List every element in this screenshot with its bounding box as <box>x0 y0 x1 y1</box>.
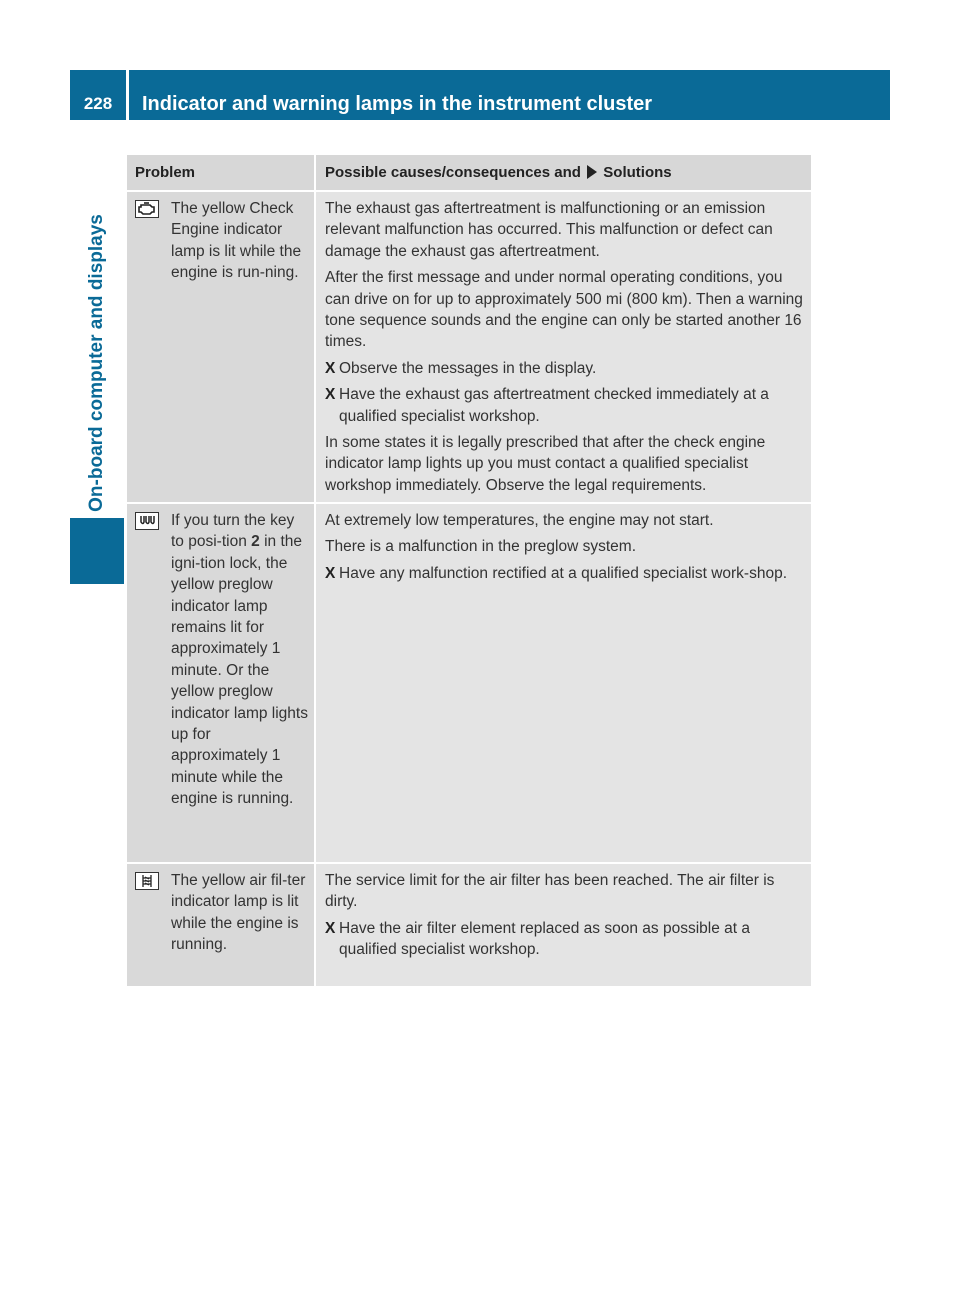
problem-text-end: in the igni-tion lock, the yellow preglow indicator lamp remains lit for approximately 1 minute. Or the yellow preglow indicator lamp lights up for approximately 1 minute while the engine is running. <box>171 533 308 808</box>
table-row <box>127 862 811 986</box>
problem-text: The yellow air fil-ter indicator lamp is lit while the engine is running. <box>171 872 306 954</box>
check-engine-icon <box>135 198 171 494</box>
side-tab-label: On-board computer and displays <box>86 214 107 512</box>
side-tab-marker <box>70 518 124 584</box>
table-row <box>127 502 811 862</box>
bullet-arrow-icon: X <box>325 919 336 937</box>
solution-item <box>325 563 805 584</box>
solution-text: Have any malfunction rectified at a qualified specialist work-shop. <box>339 564 788 582</box>
bullet-arrow-icon: X <box>325 359 336 377</box>
header-divider <box>126 70 129 120</box>
table-header <box>127 155 811 190</box>
solution-item <box>325 384 805 427</box>
page-header <box>70 70 890 120</box>
problem-cell <box>127 504 314 862</box>
problem-text-start: If you turn the key to posi-tion <box>171 512 295 551</box>
cause-paragraph: After the first message and under normal operating conditions, you can drive on for up to approximately 500 mi (800 km). Then a warning tone sequence sounds and the engine can only be started another 16 times. <box>325 269 803 351</box>
cause-paragraph: There is a malfunction in the preglow system. <box>325 538 636 556</box>
causes-cell <box>314 192 811 502</box>
solution-item <box>325 918 805 961</box>
lamp-table <box>127 155 811 986</box>
preglow-icon <box>135 510 171 854</box>
column-header-problem: Problem <box>135 164 196 181</box>
bullet-arrow-icon: X <box>325 386 336 404</box>
cause-paragraph: At extremely low temperatures, the engine may not start. <box>325 512 714 529</box>
cause-paragraph: The service limit for the air filter has been reached. The air filter is dirty. <box>325 872 775 911</box>
problem-cell <box>127 192 314 502</box>
solution-text: Observe the messages in the display. <box>339 359 597 377</box>
problem-text: The yellow Check Engine indicator lamp is lit while the engine is run-ning. <box>171 200 302 282</box>
causes-cell <box>314 864 811 986</box>
causes-cell <box>314 504 811 862</box>
problem-cell <box>127 864 314 986</box>
solution-text: Have the air filter element replaced as soon as possible at a qualified specialist workshop. <box>339 919 750 959</box>
air-filter-icon <box>135 870 171 978</box>
ignition-position: 2 <box>251 533 260 551</box>
arrow-icon <box>587 165 597 179</box>
bullet-arrow-icon: X <box>325 564 336 582</box>
page-title: Indicator and warning lamps in the instrument cluster <box>142 93 653 115</box>
problem-text <box>171 510 310 854</box>
column-header-causes <box>314 155 811 190</box>
solution-text: Have the exhaust gas aftertreatment checked immediately at a qualified specialist workshop. <box>339 386 769 425</box>
cause-paragraph: The exhaust gas aftertreatment is malfunctioning or an emission relevant malfunction has occurred. This malfunction or defect can damage the exhaust gas aftertreatment. <box>325 200 773 260</box>
column-header-causes-prefix: Possible causes/consequences and <box>325 164 581 181</box>
column-header-causes-suffix: Solutions <box>603 164 672 181</box>
table-row <box>127 190 811 502</box>
page-number: 228 <box>83 94 113 113</box>
solution-item <box>325 358 805 379</box>
cause-paragraph: In some states it is legally prescribed that after the check engine indicator lamp lights up you must contact a qualified specialist workshop immediately. Observe the legal requirements. <box>325 434 766 494</box>
